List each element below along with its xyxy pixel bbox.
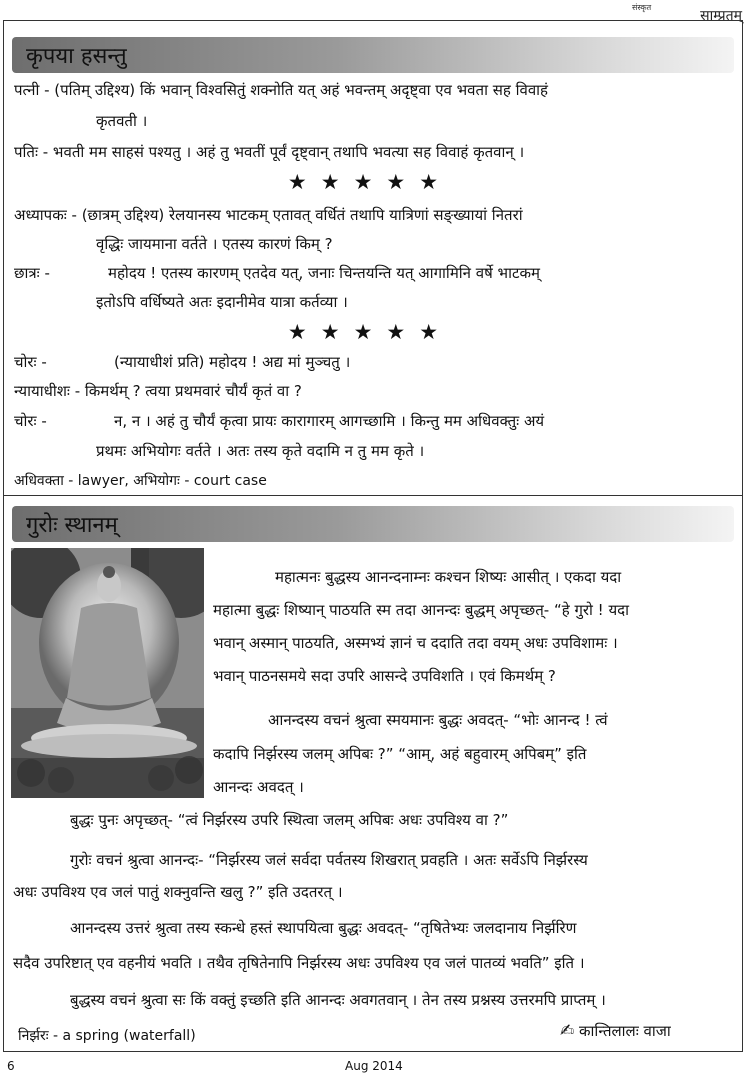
speaker-label: चोरः - bbox=[14, 353, 47, 371]
star-separator: ★★★★★ bbox=[287, 170, 453, 194]
joke-line: पत्नी - (पतिम् उद्दिश्य) किं भवान् विश्वसितुं शक्नोति यत् अहं भवन्तम् अदृष्ट्वा एव भवता सह विवाहं bbox=[14, 81, 549, 99]
story-title: गुरोः स्थानम् bbox=[26, 513, 118, 538]
author-name: कान्तिलालः वाजा bbox=[579, 1022, 671, 1040]
story-line: बुद्धस्य वचनं श्रुत्वा सः किं वक्तुं इच्छति इति आनन्दः अवगतवान् । तेन तस्य प्रश्नस्य उत्तरमपि प्राप्तम् । bbox=[70, 991, 606, 1009]
story-line: महात्मा बुद्धः शिष्यान् पाठयति स्म तदा आनन्दः बुद्धम् अपृच्छत्- “हे गुरो ! यदा bbox=[213, 601, 630, 619]
joke-line: कृतवती । bbox=[96, 112, 148, 130]
joke-line: (न्यायाधीशं प्रति) महोदय ! अद्य मां मुञ्चतु । bbox=[114, 353, 351, 371]
masthead-title: साम्प्रतम् bbox=[700, 8, 742, 24]
author-credit bbox=[560, 1021, 671, 1041]
issue-date: Aug 2014 bbox=[345, 1059, 403, 1073]
story-line: आनन्दः अवदत् । bbox=[213, 778, 304, 796]
jokes-title: कृपया हसन्तु bbox=[26, 44, 127, 69]
story-line: अधः उपविश्य एव जलं पातुं शक्नुवन्ति खलु ?” इति उदतरत् । bbox=[13, 883, 343, 901]
story-line: भवान् पाठनसमये सदा उपरि आसन्दे उपविशति । एवं किमर्थम् ? bbox=[213, 667, 556, 685]
story-line: गुरोः वचनं श्रुत्वा आनन्दः- “निर्झरस्य जलं सर्वदा पर्वतस्य शिखरात् प्रवहति । अतः सर्वेऽपि निर्झरस्य bbox=[70, 851, 588, 869]
joke-line: महोदय ! एतस्य कारणम् एतदेव यत्, जनाः चिन्तयन्ति यत् आगामिनि वर्षे भाटकम् bbox=[108, 264, 541, 282]
joke-line: वृद्धिः जायमाना वर्तते । एतस्य कारणं किम् ? bbox=[96, 235, 333, 253]
story-line: बुद्धः पुनः अपृच्छत्- “त्वं निर्झरस्य उपरि स्थित्वा जलम् अपिबः अधः उपविश्य वा ?” bbox=[70, 811, 509, 829]
buddha-illustration bbox=[11, 548, 204, 798]
joke-line: इतोऽपि वर्धिष्यते अतः इदानीमेव यात्रा कर्तव्या । bbox=[96, 293, 348, 311]
page-number: 6 bbox=[7, 1059, 15, 1073]
story-line: भवान् अस्मान् पाठयति, अस्मभ्यं ज्ञानं च ददाति तदा वयम् अधः उपविशामः । bbox=[213, 634, 618, 652]
story-glossary: निर्झरः - a spring (waterfall) bbox=[18, 1028, 196, 1044]
story-line: कदापि निर्झरस्य जलम् अपिबः ?” “आम्, अहं बहुवारम् अपिबम्” इति bbox=[213, 745, 587, 763]
pen-icon: ✍ bbox=[560, 1021, 575, 1041]
star-separator: ★★★★★ bbox=[287, 320, 453, 344]
buddha-image bbox=[11, 548, 204, 798]
story-banner bbox=[12, 506, 734, 542]
story-line: आनन्दस्य वचनं श्रुत्वा स्मयमानः बुद्धः अवदत्- “भोः आनन्द ! त्वं bbox=[268, 711, 608, 729]
joke-line: अध्यापकः - (छात्रम् उद्दिश्य) रेलयानस्य भाटकम् एतावत् वर्धितं तथापि यात्रिणां सङ्ख्यायां नितरां bbox=[14, 206, 523, 224]
joke-line: न, न । अहं तु चौर्यं कृत्वा प्रायः कारागारम् आगच्छामि । किन्तु मम अधिवक्तुः अयं bbox=[114, 412, 545, 430]
jokes-glossary: अधिवक्ता - lawyer, अभियोगः - court case bbox=[14, 473, 267, 489]
story-line: आनन्दस्य उत्तरं श्रुत्वा तस्य स्कन्धे हस्तं स्थापयित्वा बुद्धः अवदत्- “तृषितेभ्यः जलदानाय निर्झरिण bbox=[70, 919, 577, 937]
joke-line: पतिः - भवती मम साहसं पश्यतु । अहं तु भवतीं पूर्वं दृष्ट्वान् तथापि भवत्या सह विवाहं कृतवान् । bbox=[14, 143, 525, 161]
masthead-small: संस्कृत bbox=[632, 3, 652, 12]
joke-line: न्यायाधीशः - किमर्थम् ? त्वया प्रथमवारं चौर्यं कृतं वा ? bbox=[14, 382, 302, 400]
section-divider bbox=[3, 495, 743, 496]
story-line: सदैव उपरिष्टात् एव वहनीयं भवति । तथैव तृषितेनापि निर्झरस्य अधः उपविश्य एव जलं पातव्यं भवति” इति । bbox=[13, 954, 585, 972]
jokes-banner bbox=[12, 37, 734, 73]
joke-line: प्रथमः अभियोगः वर्तते । अतः तस्य कृते वदामि न तु मम कृते । bbox=[96, 442, 425, 460]
story-line: महात्मनः बुद्धस्य आनन्दनाम्नः कश्चन शिष्यः आसीत् । एकदा यदा bbox=[275, 568, 622, 586]
speaker-label: छात्रः - bbox=[14, 264, 50, 282]
speaker-label: चोरः - bbox=[14, 412, 47, 430]
